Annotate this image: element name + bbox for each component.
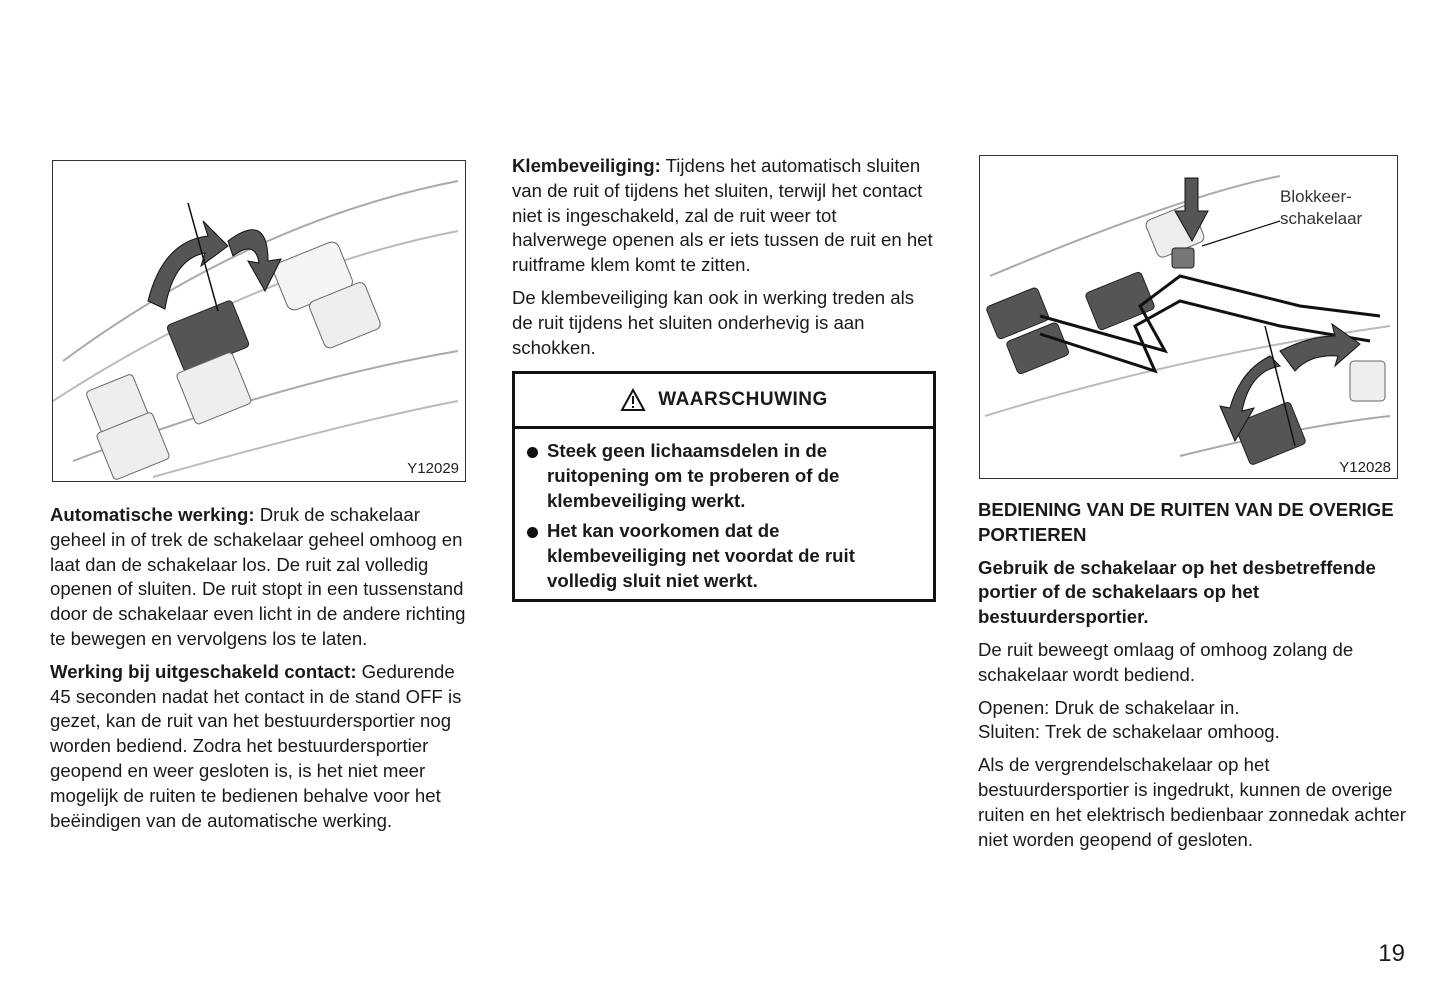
jam-protection-text: Tijdens het automatisch sluiten van de ruit of tijdens het sluiten, terwijl het contact niet is ingeschakeld, zal de ruit weer tot halverwege openen als er iets tussen de ruit en het ruitframe klem komt te zitten. [512, 155, 933, 276]
middle-column [512, 154, 936, 368]
contact-off-title: Werking bij uitgeschakeld contact: [50, 660, 357, 682]
window-switch-illustration [53, 161, 465, 481]
warning-item: Steek geen lichaamsdelen in de ruitopening om te proberen of de klembeveiliging werkt. [527, 439, 923, 513]
close-instruction: Sluiten: Trek de schakelaar omhoog. [978, 721, 1280, 743]
warning-triangle-icon [620, 388, 646, 412]
auto-operation-text: Druk de schakelaar geheel in of trek de schakelaar geheel omhoog en laat dan de schakelaar los. De ruit zal volledig openen of sluiten. De ruit stopt in een tussenstand door de schakelaar even licht in de andere richting te bewegen en vervolgens los te laten. [50, 504, 466, 649]
lock-switch-callout: Blokkeer- schakelaar [1280, 187, 1363, 228]
section-heading: BEDIENING VAN DE RUITEN VAN DE OVERIGE PORTIEREN [978, 499, 1394, 545]
section-subheading: Gebruik de schakelaar op het desbetreffende portier of de schakelaars op het bestuurdersportier. [978, 556, 1376, 628]
warning-box [512, 371, 936, 602]
page-number: 19 [1378, 940, 1405, 967]
right-column [978, 498, 1406, 860]
warning-header [515, 374, 933, 429]
lock-paragraph: Als de vergrendelschakelaar op het bestuurdersportier is ingedrukt, kunnen de overige ruiten en het elektrisch bedienbaar zonnedak achter niet worden geopend of gesloten. [978, 754, 1406, 850]
open-close-paragraph [978, 696, 1406, 746]
jam-shock-paragraph: De klembeveiliging kan ook in werking treden als de ruit tijdens het sluiten onderhevig is aan schokken. [512, 286, 915, 358]
contact-off-paragraph [50, 660, 472, 834]
figure-code: Y12028 [1339, 459, 1391, 476]
warning-title: WAARSCHUWING [658, 389, 828, 410]
jam-protection-title: Klembeveiliging: [512, 155, 661, 176]
contact-off-text: Gedurende 45 seconden nadat het contact in de stand OFF is gezet, kan de ruit van het bestuurdersportier nog worden bediend. Zodra het bestuurdersportier geopend en weer gesloten is, is het niet meer mogelijk de ruiten te bedienen behalve voor het beëindigen van de automatische werking. [50, 660, 462, 831]
figure-auto-switch [52, 160, 466, 482]
figure-code: Y12029 [407, 460, 459, 477]
warning-list [515, 429, 933, 594]
left-column [50, 503, 472, 841]
auto-operation-paragraph [50, 503, 472, 652]
jam-protection-paragraph [512, 154, 936, 278]
figure-lock-switch [979, 155, 1398, 479]
warning-item: Het kan voorkomen dat de klembeveiliging net voordat de ruit volledig sluit niet werkt. [527, 519, 923, 593]
auto-operation-title: Automatische werking: [50, 504, 255, 525]
operation-paragraph: De ruit beweegt omlaag of omhoog zolang de schakelaar wordt bediend. [978, 638, 1354, 685]
open-instruction: Openen: Druk de schakelaar in. [978, 696, 1240, 718]
